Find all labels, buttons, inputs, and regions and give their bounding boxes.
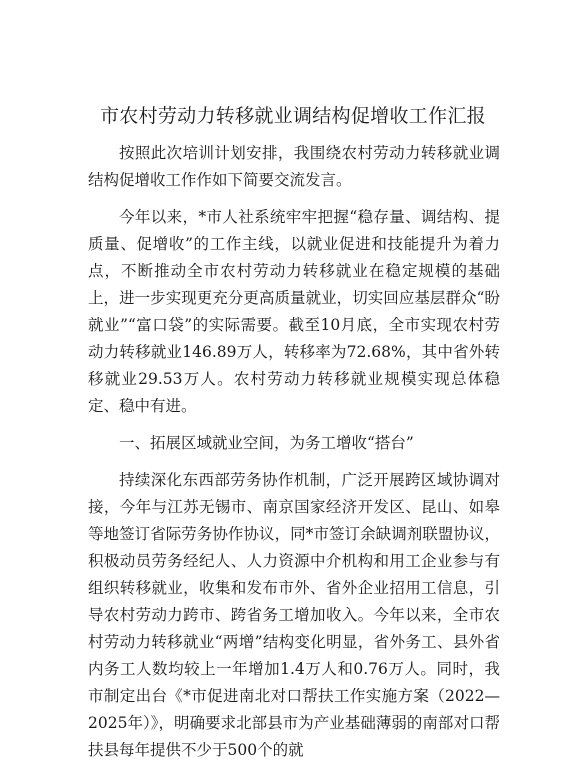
section-heading: 一、拓展区域就业空间，为务工增收“搭台”	[119, 434, 414, 452]
document-title: 市农村劳动力转移就业调结构促增收工作汇报	[99, 105, 486, 127]
section-paragraph: 持续深化东西部劳务协作机制，广泛开展跨区域协调对接，今年与江苏无锡市、南京国家经济开发区、昆山、如皋等地签订省际劳务协作协议，同*市签订余缺调剂联盟协议，积极动员劳务经纪人、人力资源中介机构和用工企业参与有组织转移就业，收集和发布市外、省外企业招用工信息，引导农村劳动力跨市、跨省务工增加收入。今年以来，全市农村劳动力转移就业“两增”结构变化明显，省外务工、县外省内务工人数均较上一年增加1.4万人和0.76万人。同时，我市制定出台《*市促进南北对口帮扶工作实施方案（2022—2025年）》，明确要求北部县市为产业基础薄弱的南部对口帮扶县每年提供不少于500个的就	[88, 471, 500, 759]
summary-paragraph: 今年以来，*市人社系统牢牢把握“稳存量、调结构、提质量、促增收”的工作主线，以就业促进和技能提升为着力点，不断推动全市农村劳动力转移就业在稳定规模的基础上，进一步实现更充分更高质量就业，切实回应基层群众“盼就业”“富口袋”的实际需要。截至10月底，全市实现农村劳动力转移就业146.89万人，转移率为72.68%，其中省外转移就业29.53万人。农村劳动力转移就业规模实现总体稳定、稳中有进。	[88, 208, 500, 415]
intro-paragraph: 按照此次培训计划安排，我围绕农村劳动力转移就业调结构促增收工作作如下简要交流发言。	[88, 144, 500, 189]
document-body	[88, 140, 500, 774]
